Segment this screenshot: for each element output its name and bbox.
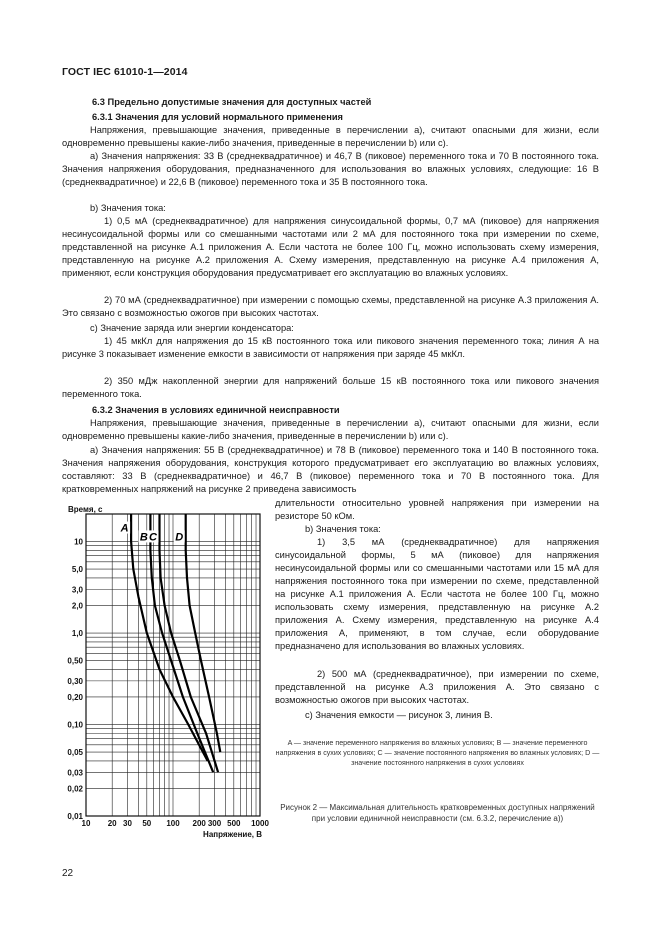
section-6-3-2-b: b) Значения тока: (305, 524, 381, 534)
series-label-D: D (175, 531, 184, 544)
y-axis-title: Время, с (68, 505, 103, 514)
chart-labels (119, 522, 185, 544)
y-tick-label: 5,0 (71, 565, 83, 575)
x-tick-label: 10 (81, 819, 91, 828)
x-tick-label: 300 (207, 819, 222, 828)
series-label-A: A (120, 522, 129, 535)
x-tick-label: 20 (107, 819, 117, 828)
section-6-3-2-b1: 1) 3,5 мА (среднеквадратичное) для напряжения синусоидальной формы, 5 мА (пиковое) для напряжения несинусоидальной формы или со смешанными частотами или 15 мА для напряжения постоянного тока при измерении по схеме, представленной на рисунке А.1 приложения А. Если частота не более 100 Гц, можно использовать схему измерения, представленную на рисунке А.2 приложения А. Схему измерения, представленную на рисунке А.4 приложения А, применяют, в том случае, если оборудование предназначено для использования во влажных условиях. (275, 537, 599, 651)
x-tick-label: 200 (192, 819, 206, 828)
section-6-3-1-intro: Напряжения, превышающие значения, приведенные в перечислении a), считают опасными для жизни, если одновременно превышены какие-либо значения, приведенные в перечислении b) или c). (62, 125, 599, 148)
section-6-3-2-title: 6.3.2 Значения в условиях единичной неисправности (92, 405, 340, 415)
y-tick-label: 0,02 (67, 784, 83, 794)
x-tick-label: 100 (166, 819, 180, 828)
y-tick-label: 2,0 (71, 601, 83, 611)
y-tick-label: 0,03 (67, 768, 83, 778)
x-tick-label: 500 (227, 819, 241, 828)
document-header: ГОСТ IEC 61010-1—2014 (62, 66, 188, 78)
series-label-C: C (149, 531, 158, 544)
y-tick-label: 10 (74, 537, 83, 547)
section-6-3-1-c1: 1) 45 мкКл для напряжения до 15 кВ постоянного тока или пикового значения переменного тока; линия А на рисунке 3 показывает изменение емкости в зависимости от напряжения при заряде 45 мкКл. (62, 336, 599, 359)
y-tick-label: 1,0 (71, 629, 83, 639)
y-tick-label: 3,0 (71, 585, 83, 595)
y-tick-label: 0,30 (67, 676, 83, 686)
x-tick-label: 1000 (251, 819, 269, 828)
y-tick-label: 0,20 (67, 692, 83, 702)
voltage-duration-chart (40, 500, 272, 840)
y-tick-label: 0,01 (67, 812, 83, 821)
y-tick-label: 0,05 (67, 748, 83, 758)
x-tick-label: 30 (123, 819, 132, 828)
figure-caption: Рисунок 2 — Максимальная длительность кратковременных доступных напряжений при условии единичной неисправности (см. 6.3.2, перечисление a)) (280, 803, 595, 823)
chart-axes (67, 505, 269, 839)
section-6-3-2-intro: Напряжения, превышающие значения, приведенные в перечислении a), считают опасными для жизни, если одновременно превышены какие-либо значения, приведенные в перечислении b) или c). (62, 418, 599, 441)
y-tick-label: 0,10 (67, 720, 83, 730)
y-tick-label: 0,50 (67, 656, 83, 666)
section-6-3-1-b2: 2) 70 мА (среднеквадратичное) при измерении с помощью схемы, представленной на рисунке А.3 приложения А. Это связано с возможностью ожогов при высоких частотах. (62, 295, 599, 318)
section-6-3-1-b1: 1) 0,5 мА (среднеквадратичное) для напряжения синусоидальной формы, 0,7 мА (пиковое) для напряжения несинусоидальной формы или со смешанными частотами или 2 мА для постоянного тока при измерении по схеме, представленной на рисунке А.1 приложения А. Если частота не более 100 Гц, можно использовать схему измерения, представленную на рисунке А.2 приложения А. Схему измерения, представленную на рисунке А.4 приложения А, применяют, если конструкция оборудования предусматривает его эксплуатацию во влажных условиях. (62, 216, 599, 278)
section-6-3-1-a: a) Значения напряжения: 33 В (среднеквадратичное) и 46,7 В (пиковое) переменного тока и 70 В постоянного тока. Значения напряжения оборудования, предназначенного для использования во влажных условиях, следующие: 16 В (среднеквадратичное) и 22,6 В (пиковое) переменного тока и 35 В постоянного тока. (62, 151, 599, 187)
figure-legend: A — значение переменного напряжения во влажных условиях; B — значение переменного напряжения в сухих условиях; C — значение постоянного напряжения во влажных условиях; D — значение постоянного напряжения в сухих условиях (275, 739, 600, 767)
x-axis-title: Напряжение, В (203, 830, 262, 839)
x-tick-label: 50 (142, 819, 152, 828)
section-6-3-2-a-cont: длительности относительно уровней напряжения при измерении на резисторе 50 кОм. (275, 498, 599, 521)
series-label-B: B (139, 531, 148, 544)
section-6-3-2-a: a) Значения напряжения: 55 В (среднеквадратичное) и 78 В (пиковое) переменного тока и 140 В постоянного тока. Значения напряжения оборудования, конструкция которого предусматривает его эксплуатацию во влажных условиях, составляют: 33 В (среднеквадратичное) и 46,7 В (пиковое) переменного тока и 70 В постоянного тока. Для кратковременных напряжений на рисунке 2 приведена зависимость (62, 445, 599, 494)
section-6-3-2-c: c) Значения емкости — рисунок 3, линия В. (305, 710, 493, 720)
section-6-3-title: 6.3 Предельно допустимые значения для доступных частей (92, 97, 372, 107)
section-6-3-2-b2: 2) 500 мА (среднеквадратичное), при измерении по схеме, представленной на рисунке А.3 приложения А. Это связано с возможностью ожогов при высоких частотах. (275, 669, 599, 705)
section-6-3-1-title: 6.3.1 Значения для условий нормального применения (92, 112, 343, 122)
page-number: 22 (62, 868, 74, 879)
section-6-3-1-c2: 2) 350 мДж накопленной энергии для напряжений больше 15 кВ постоянного тока или пикового значения переменного тока. (62, 376, 599, 399)
section-6-3-1-c: c) Значение заряда или энергии конденсатора: (90, 323, 294, 333)
section-6-3-1-b: b) Значения тока: (90, 203, 166, 213)
